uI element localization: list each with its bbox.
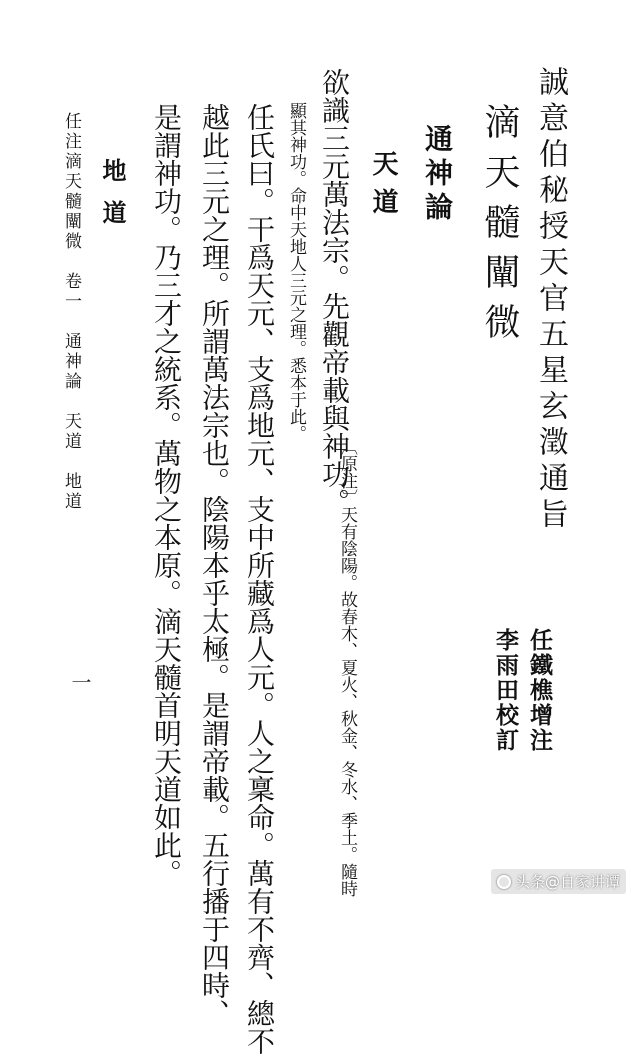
commentary-line-3: 是謂神功。乃三才之統系。萬物之本原。滴天髓首明天道如此。 <box>150 103 183 887</box>
watermark-logo-icon <box>497 875 511 889</box>
editor-2: 李雨田校訂 <box>492 628 519 753</box>
verse-line: 欲識三元萬法宗。先觀帝載與神功。 <box>318 68 351 516</box>
commentary-line-2: 越此三元之理。所謂萬法宗也。陰陽本乎太極。是謂帝載。五行播于四時、 <box>198 103 231 1027</box>
section-heading-didao: 地道 <box>98 158 127 242</box>
watermark <box>491 869 626 894</box>
original-note-continued: 顯其神功。命中天地人三元之理。悉本于此。 <box>286 102 306 442</box>
chapter-heading: 通神論 <box>421 124 454 226</box>
series-title: 誠意伯秘授天官五星玄澂通旨 <box>533 66 568 534</box>
page-number: 一 <box>68 672 92 695</box>
watermark-text: 头条@自家讲谭 <box>514 873 620 891</box>
commentary-line-1: 任氏曰。干爲天元、支爲地元、支中所藏爲人元。人之稟命。萬有不齊、總不 <box>243 103 276 1055</box>
original-note: 〔原注〕天有陰陽。故春木、夏火、秋金、冬水、季土。隨時 <box>337 438 357 897</box>
editor-1: 任鐵樵增注 <box>526 628 553 753</box>
section-heading-tiandao: 天道 <box>368 150 398 226</box>
book-title: 滴天髓闡微 <box>479 103 520 353</box>
running-head: 任注滴天髓闡微 卷一 通神論 天道 地道 <box>61 112 81 512</box>
